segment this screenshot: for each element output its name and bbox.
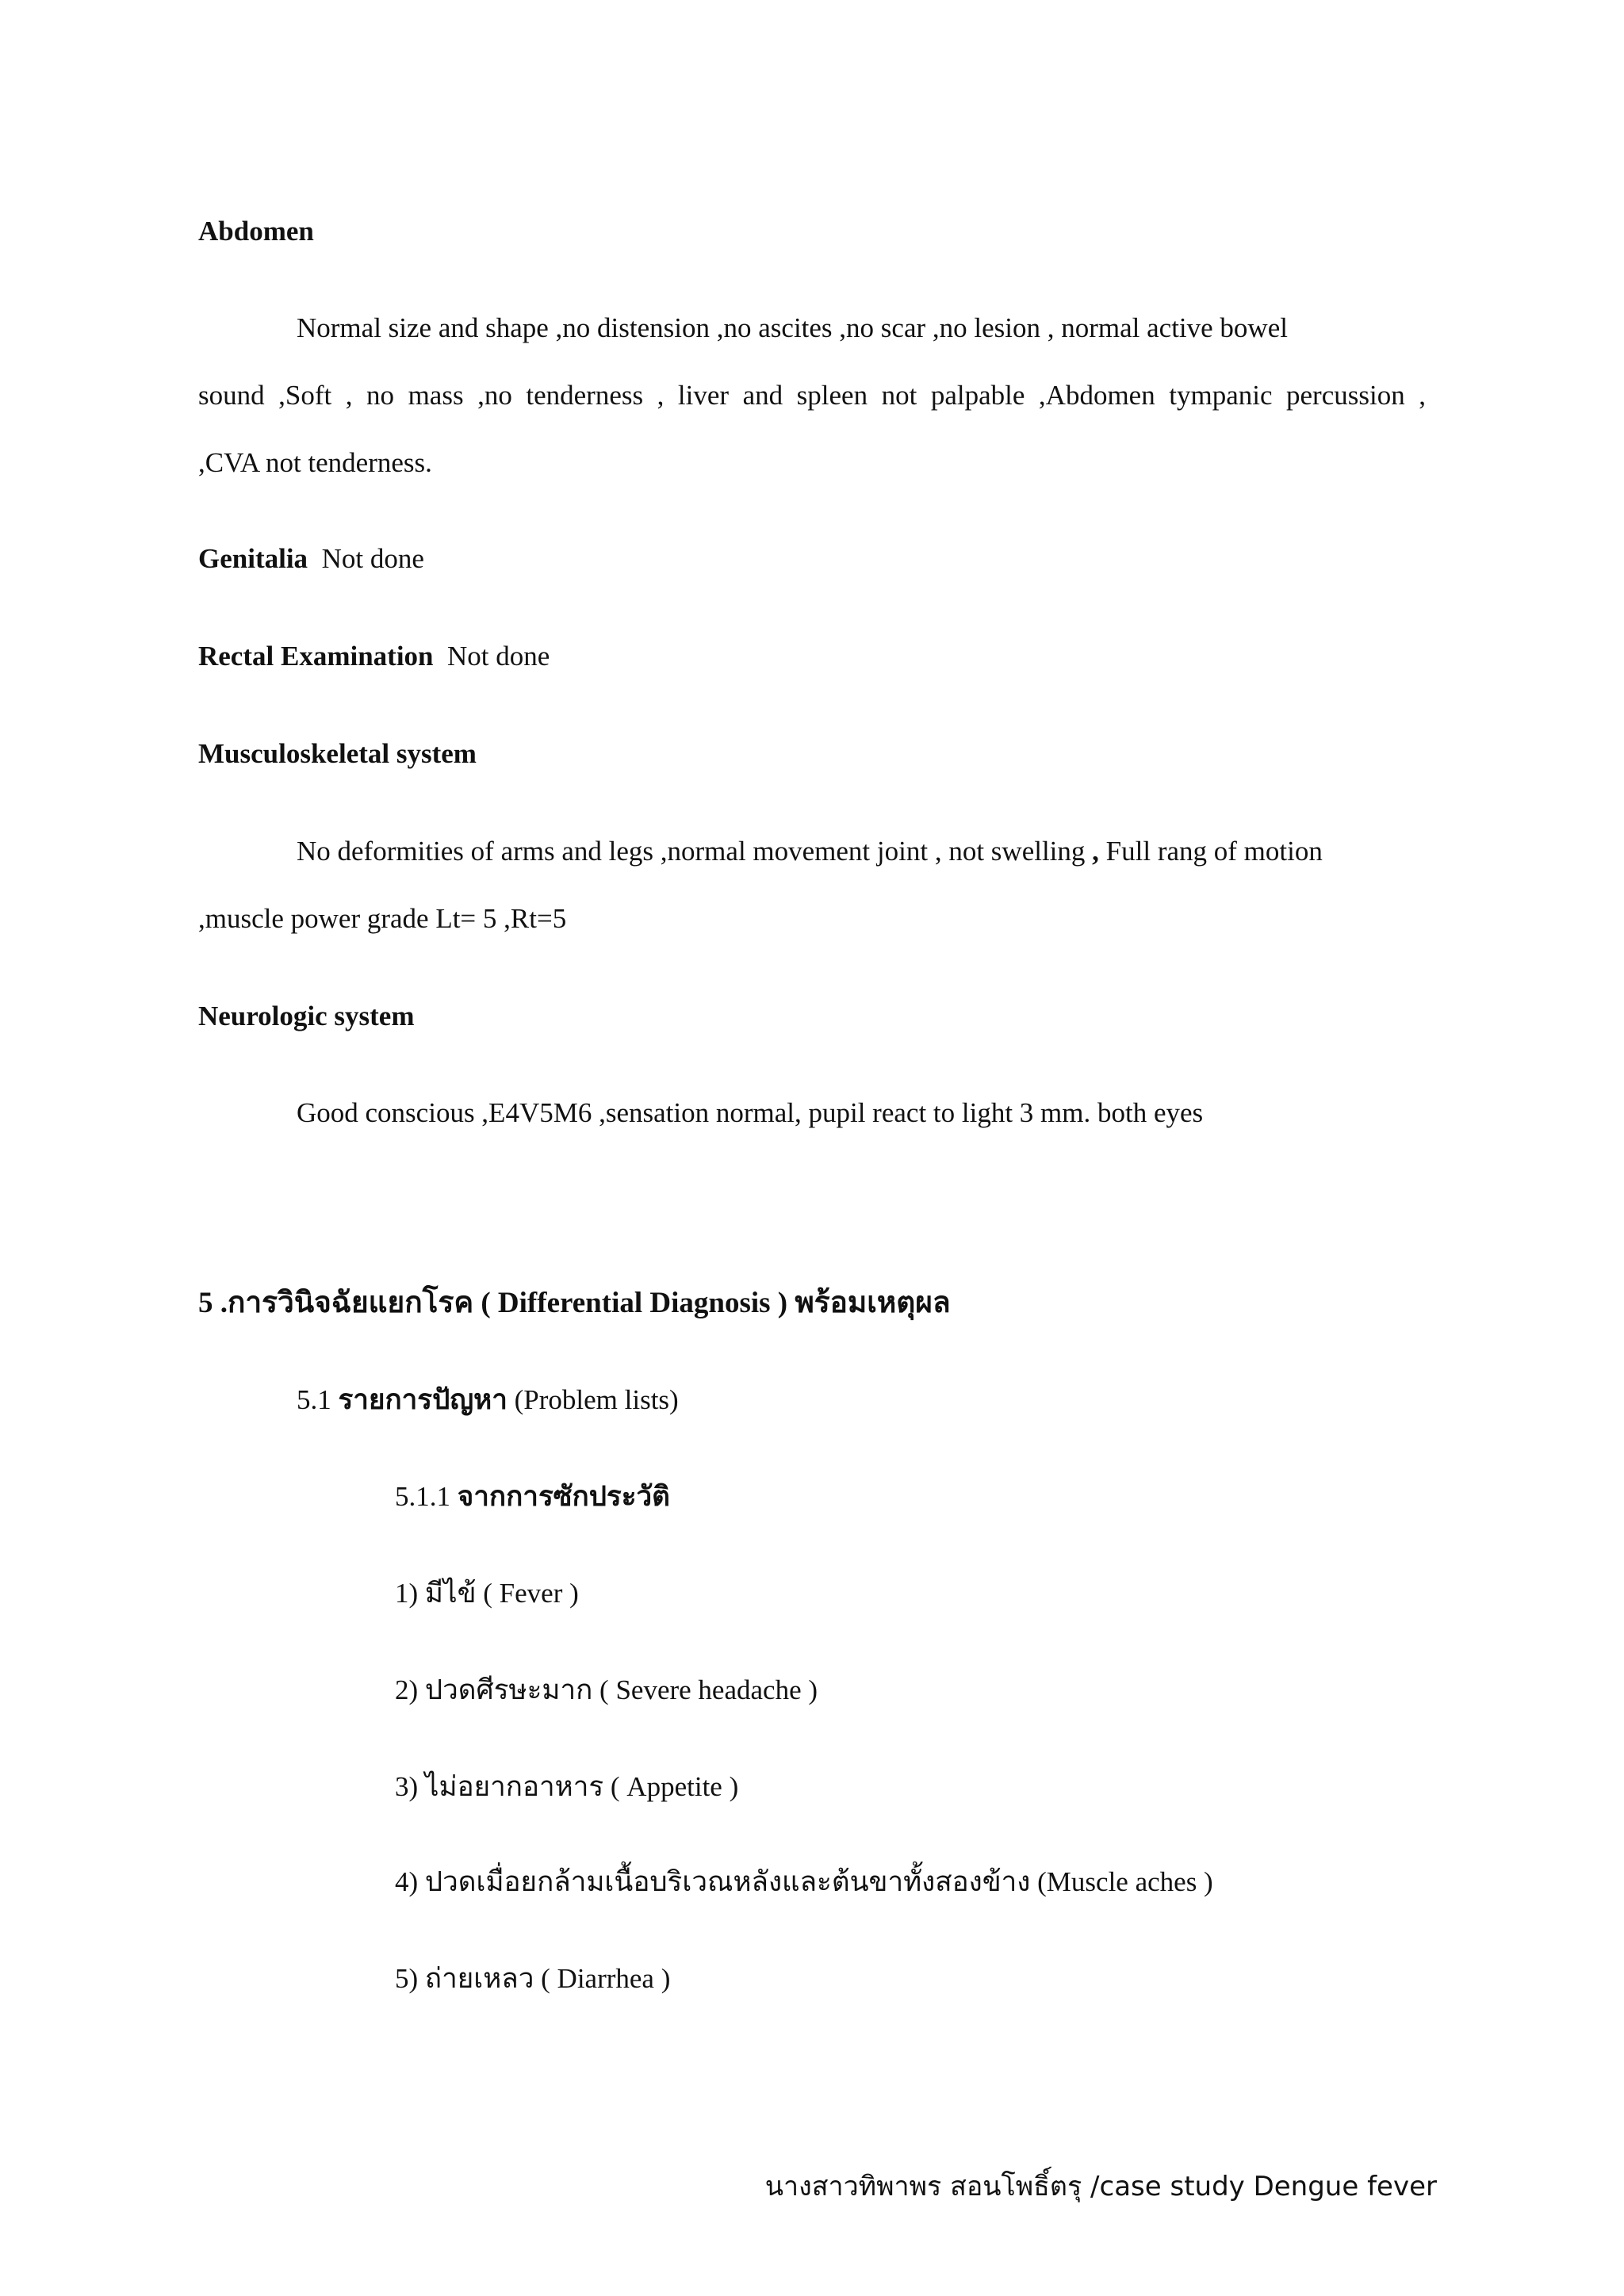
rectal-value: Not done (447, 641, 550, 672)
genitalia-heading: Genitalia (198, 543, 308, 574)
neurologic-text-line-1: Good conscious ,E4V5M6 ,sensation normal, pupil react to light 3 mm. both eyes (297, 1097, 1204, 1128)
rectal-heading: Rectal Examination (198, 641, 434, 672)
section-5-heading: 5 .การวินิจฉัยแยกโรค ( Differential Diagnosis ) พร้อมเหตุผล (198, 1287, 951, 1319)
section-5-1-note: (Problem lists) (514, 1384, 679, 1415)
musculoskeletal-comma: , (1092, 836, 1099, 867)
genitalia-line (198, 541, 424, 576)
section-5-1-title: รายการปัญหา (338, 1384, 508, 1415)
page-footer: นางสาวทิพาพร สอนโพธิ์ตรุ /case study Dengue fever (764, 2171, 1437, 2202)
problem-list-item: 4) ปวดเมื่อยกล้ามเนื้อบริเวณหลังและต้นขาทั้งสองข้าง (Muscle aches ) (395, 1866, 1213, 1897)
genitalia-value: Not done (321, 543, 424, 574)
abdomen-text-line-2: sound ,Soft , no mass ,no tenderness , liver and spleen not palpable ,Abdomen tympanic percussion , (198, 380, 1426, 411)
problem-list-item: 1) มีไข้ ( Fever ) (395, 1578, 579, 1609)
rectal-line (198, 639, 550, 674)
section-5-1-1-heading (395, 1479, 670, 1514)
problem-list-item: 5) ถ่ายเหลว ( Diarrhea ) (395, 1963, 671, 1994)
musculoskeletal-heading: Musculoskeletal system (198, 738, 477, 769)
musculoskeletal-text-a: No deformities of arms and legs ,normal movement joint , not swelling (297, 836, 1086, 867)
musculoskeletal-text-b: Full rang of motion (1105, 836, 1323, 867)
neurologic-heading: Neurologic system (198, 1001, 415, 1031)
abdomen-heading: Abdomen (198, 216, 314, 247)
problem-list-item: 2) ปวดศีรษะมาก ( Severe headache ) (395, 1674, 818, 1705)
section-5-1-number: 5.1 (297, 1384, 331, 1415)
section-5-1-1-title: จากการซักประวัติ (457, 1481, 670, 1512)
section-5-1-heading (297, 1383, 679, 1418)
abdomen-text-line-1: Normal size and shape ,no distension ,no ascites ,no scar ,no lesion , normal active bowel (297, 312, 1288, 343)
section-5-1-1-number: 5.1.1 (395, 1481, 450, 1512)
problem-list-item: 3) ไม่อยากอาหาร ( Appetite ) (395, 1771, 739, 1802)
musculoskeletal-text-line-1 (297, 834, 1323, 869)
musculoskeletal-text-line-2: ,muscle power grade Lt= 5 ,Rt=5 (198, 903, 567, 934)
abdomen-text-line-3: ,CVA not tenderness. (198, 447, 432, 478)
